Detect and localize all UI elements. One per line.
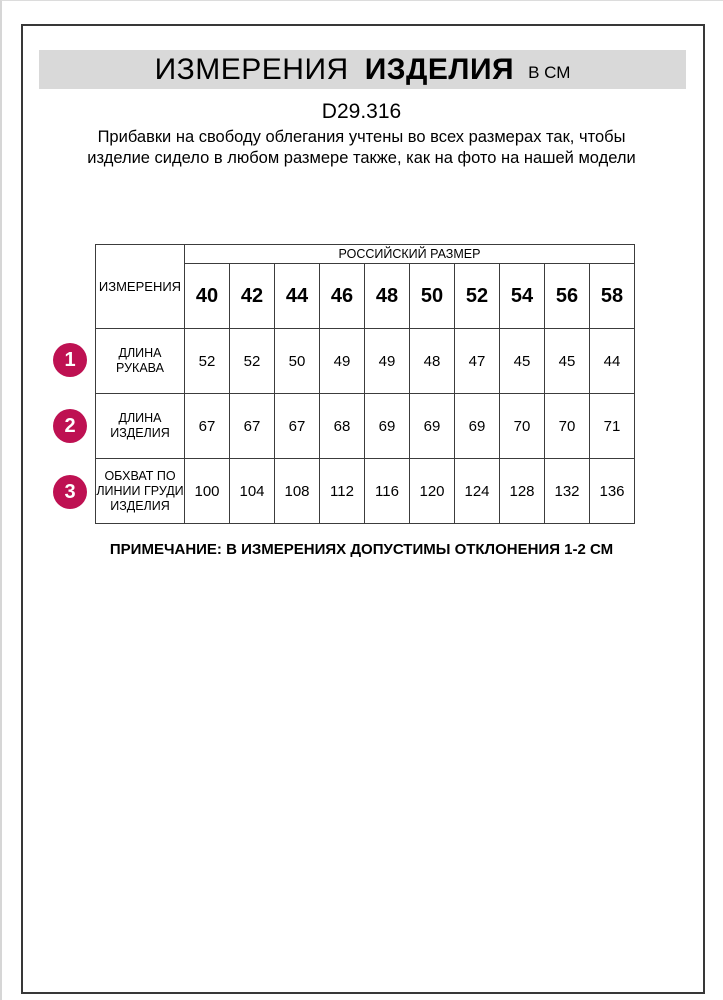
- title-garment: ИЗДЕЛИЯ: [364, 52, 515, 86]
- value-cell: 69: [410, 394, 455, 459]
- row-label: ДЛИНА РУКАВА: [96, 329, 185, 394]
- value-cell: 67: [275, 394, 320, 459]
- value-cell: 112: [320, 459, 365, 524]
- value-cell: 128: [500, 459, 545, 524]
- title-banner: [39, 50, 686, 89]
- value-cell: 70: [545, 394, 590, 459]
- size-header-cell: 54: [500, 264, 545, 329]
- value-cell: 50: [275, 329, 320, 394]
- value-cell: 45: [500, 329, 545, 394]
- size-header-cell: 50: [410, 264, 455, 329]
- size-header-cell: 44: [275, 264, 320, 329]
- row-marker-3: 3: [53, 475, 87, 509]
- size-header-cell: 40: [185, 264, 230, 329]
- size-header-cell: 42: [230, 264, 275, 329]
- size-header-cell: 56: [545, 264, 590, 329]
- value-cell: 67: [185, 394, 230, 459]
- value-cell: 70: [500, 394, 545, 459]
- value-cell: 100: [185, 459, 230, 524]
- row-label: ОБХВАТ ПО ЛИНИИ ГРУДИ ИЗДЕЛИЯ: [96, 459, 185, 524]
- title-unit: В СМ: [528, 62, 571, 82]
- value-cell: 116: [365, 459, 410, 524]
- value-cell: 52: [185, 329, 230, 394]
- value-cell: 132: [545, 459, 590, 524]
- value-cell: 49: [320, 329, 365, 394]
- value-cell: 68: [320, 394, 365, 459]
- size-header-cell: 46: [320, 264, 365, 329]
- value-cell: 104: [230, 459, 275, 524]
- value-cell: 124: [455, 459, 500, 524]
- table-row-garment-length: [96, 394, 635, 459]
- value-cell: 52: [230, 329, 275, 394]
- value-cell: 71: [590, 394, 635, 459]
- group-header-row: [96, 245, 635, 264]
- value-cell: 48: [410, 329, 455, 394]
- corner-header-cell: ИЗМЕРЕНИЯ: [96, 245, 185, 329]
- product-code: D29.316: [321, 100, 402, 123]
- value-cell: 69: [455, 394, 500, 459]
- value-cell: 47: [455, 329, 500, 394]
- value-cell: 136: [590, 459, 635, 524]
- value-cell: 120: [410, 459, 455, 524]
- tolerance-note: ПРИМЕЧАНИЕ: В ИЗМЕРЕНИЯХ ДОПУСТИМЫ ОТКЛОНЕНИЯ 1-2 СМ: [109, 541, 614, 558]
- fit-description: Прибавки на свободу облегания учтены во всех размерах так, чтобы изделие сидело в любом размере также, как на фото на нашей модели: [87, 128, 636, 167]
- value-cell: 69: [365, 394, 410, 459]
- size-header-cell: 58: [590, 264, 635, 329]
- value-cell: 45: [545, 329, 590, 394]
- russian-size-header: РОССИЙСКИЙ РАЗМЕР: [185, 245, 635, 264]
- value-cell: 49: [365, 329, 410, 394]
- value-cell: 108: [275, 459, 320, 524]
- size-table: [95, 244, 635, 524]
- row-label: ДЛИНА ИЗДЕЛИЯ: [96, 394, 185, 459]
- value-cell: 67: [230, 394, 275, 459]
- title-measurements: ИЗМЕРЕНИЯ: [154, 52, 349, 86]
- table-row-sleeve-length: [96, 329, 635, 394]
- size-header-cell: 48: [365, 264, 410, 329]
- size-header-cell: 52: [455, 264, 500, 329]
- row-marker-2: 2: [53, 409, 87, 443]
- value-cell: 44: [590, 329, 635, 394]
- row-marker-1: 1: [53, 343, 87, 377]
- table-row-chest-girth: [96, 459, 635, 524]
